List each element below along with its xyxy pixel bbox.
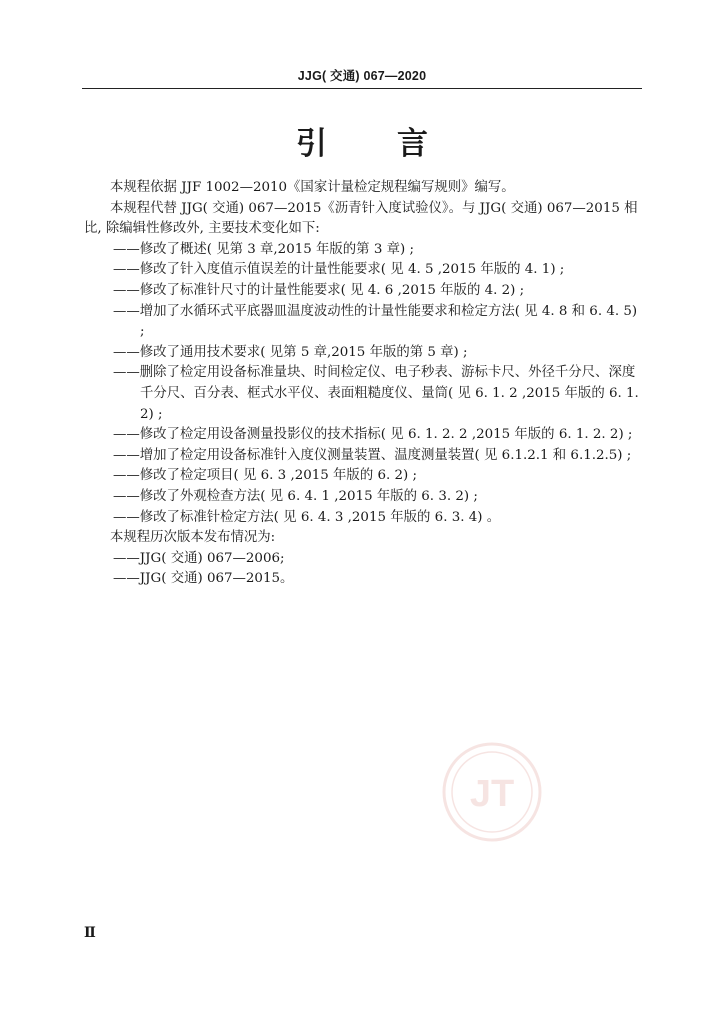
- page-title: 引言: [296, 126, 498, 162]
- change-item: ——修改了标准针检定方法( 见 6. 4. 3 ,2015 年版的 6. 3. 4) 。: [113, 509, 501, 525]
- history-item: ——JJG( 交通) 067—2015。: [113, 571, 294, 587]
- watermark-text: JT: [469, 773, 515, 815]
- document-code-header: JJG( 交通) 067—2020: [297, 69, 427, 83]
- replacement-paragraph: 本规程代替 JJG( 交通) 067—2015《沥青针入度试验仪》。与 JJG( 交通) 067—2015 相比, 除编辑性修改外, 主要技术变化如下:: [84, 200, 638, 237]
- history-intro: 本规程历次版本发布情况为:: [110, 530, 276, 546]
- change-item: ——增加了检定用设备标准针入度仪测量装置、温度测量装置( 见 6.1.2.1 和 6.1.2.5) ;: [113, 447, 632, 463]
- change-item: ——修改了通用技术要求( 见第 5 章,2015 年版的第 5 章) ;: [113, 344, 468, 360]
- jt-watermark-seal: [440, 740, 544, 844]
- change-item: ——修改了检定用设备测量投影仪的技术指标( 见 6. 1. 2. 2 ,2015 年版的 6. 1. 2. 2) ;: [113, 427, 633, 443]
- header-rule: [82, 88, 642, 89]
- page-number: Ⅱ: [84, 925, 96, 941]
- document-body: [84, 178, 644, 590]
- change-item: ——修改了标准针尺寸的计量性能要求( 见 4. 6 ,2015 年版的 4. 2) ;: [113, 282, 525, 298]
- change-item: ——修改了针入度值示值误差的计量性能要求( 见 4. 5 ,2015 年版的 4. 1) ;: [113, 262, 565, 278]
- change-item: ——修改了检定项目( 见 6. 3 ,2015 年版的 6. 2) ;: [113, 468, 418, 484]
- change-item: ——删除了检定用设备标准量块、时间检定仪、电子秒表、游标卡尺、外径千分尺、深度千分尺、百分表、框式水平仪、表面粗糙度仪、量筒( 见 6. 1. 2 ,2015 年版的 6. 1. 2) ;: [113, 365, 639, 422]
- basis-paragraph: 本规程依据 JJF 1002—2010《国家计量检定规程编写规则》编写。: [110, 180, 515, 195]
- change-item: ——修改了概述( 见第 3 章,2015 年版的第 3 章) ;: [113, 241, 414, 257]
- history-item: ——JJG( 交通) 067—2006;: [113, 550, 285, 566]
- change-item: ——增加了水循环式平底器皿温度波动性的计量性能要求和检定方法( 见 4. 8 和 6. 4. 5) ;: [113, 303, 638, 340]
- change-item: ——修改了外观检查方法( 见 6. 4. 1 ,2015 年版的 6. 3. 2) ;: [113, 488, 478, 504]
